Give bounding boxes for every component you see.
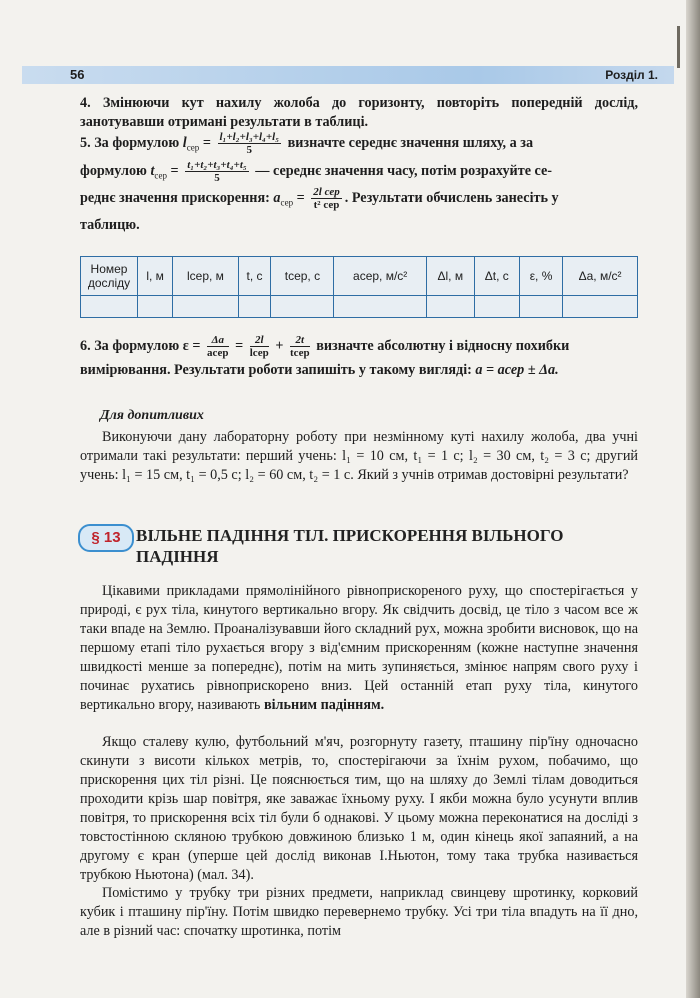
- a-average-formula: $\frac{\text{2l сер}}{\text{t² сер}}$: [313, 186, 340, 212]
- col-header: t, с: [238, 257, 271, 296]
- section-title: ВІЛЬНЕ ПАДІННЯ ТІЛ. ПРИСКОРЕННЯ ВІЛЬНОГО ПАДІННЯ: [136, 526, 564, 566]
- l-average-formula: $\frac{\text{l₁+l₂+l₃+l₄+l₅}}{5}$: [219, 131, 280, 156]
- col-header: Номер досліду: [81, 257, 138, 296]
- page-number: 56: [70, 67, 85, 82]
- section-label: Розділ 1.: [605, 68, 658, 82]
- col-header: Δa, м/с²: [563, 257, 638, 296]
- term-free-fall: вільним падінням.: [263, 697, 385, 713]
- binding-mark: [677, 26, 680, 68]
- section-badge: § 13: [78, 524, 134, 552]
- paragraph-3: Помістимо у трубку три різних предмети, наприклад свинцеву шротинку, корковий кубик і пташину пір'їну. Потім швидко перевернемо трубку. Усі три тіла впадуть на її дно, але в різний час: спочатку шротинка, потім: [80, 885, 638, 939]
- step-4: 4. Змінюючи кут нахилу жолоба до горизонту, повторіть попередній дослід, занотувавши отримані результати в таблиці.: [80, 95, 638, 130]
- col-header: Δl, м: [426, 257, 474, 296]
- col-header: ε, %: [519, 257, 562, 296]
- col-header: lсер, м: [173, 257, 238, 296]
- t-average-formula: $\frac{\text{t₁+t₂+t₃+t₄+t₅}}{5}$: [187, 158, 247, 184]
- results-table: [80, 256, 638, 318]
- table-row: [81, 296, 638, 318]
- curious-text: Виконуючи дану лабораторну роботу при незмінному куті нахилу жолоба, два учні отримали такі результати: перший учень: l₁ = 10 см, t₁ = 1 с; l₂ = 30 см, t₂ = 3 с; другий учень: l₁ = 15 см, t₁ = 0,5 с; l₂ = 60 см, t₂ = 1 с. Який з учнів отримав достовірні результати?: [80, 429, 638, 483]
- curious-title: Для допитливих: [100, 408, 204, 423]
- col-header: l, м: [138, 257, 173, 296]
- paragraph-2: Якщо сталеву кулю, футбольний м'яч, розгорнуту газету, пташину пір'їну одночасно скинути з висоти кількох метрів, то, спостерігаючи за їхнім рухом, побачимо, що прискорення цих тіл різні. Це пояснюється тим, що на шляху до Землі тілам доводиться проходити крізь шар повітря, яке заважає їхньому руху. І якби можна було усунути вплив повітря, то прискорення всіх тіл були б однакові. У цьому можна переконатися на досліді з товстостінною скляною трубкою довжиною близько 1 м, один кінець якої запаяний, а на другому є кран (уперше цей дослід виконав І.Ньютон, тому така трубка називається трубкою Ньютона) (мал. 34).: [80, 734, 638, 883]
- table-header-row: [81, 257, 638, 296]
- paragraph-1: Цікавими прикладами прямолінійного рівноприскореного руху, що спостерігається у природі, є рух тіла, кинутого вертикально вгору. Як свідчить досвід, це тіло з часом все ж таки впаде на Землю. Проаналізувавши його складний рух, можна зробити висновок, що на першому етапі тіло рухається вгору з від'ємним прискоренням (кожне наступне значення швидкості менше за попереднє), потім на мить зупиняється, змінює напрям свого руху і починає рухатись рівноприскорено вниз. Цей останній етап руху тіла, кинутого вертикально вгору, називають вільним падінням.: [80, 583, 638, 713]
- col-header: aсер, м/с²: [334, 257, 426, 296]
- step-5: 5. За формулою $l_{сер}$ = $\frac{\text{l₁+l₂+l₃+l₄+l₅}}{5}$ визначте середнє значення шляху, а за формулою $t_{сер}$ = $\frac{\text{t₁+t₂+t₃+t₄+t₅}}{5}$ — середнє значення часу, потім розрахуйте се- реднє значення прискорення: $a_{сер}$ = $\frac{\text{2l сер}}{\text{t² сер}}$ . Результати обчислень занесіть у таблицю.: [80, 131, 559, 233]
- col-header: Δt, с: [474, 257, 519, 296]
- col-header: tсер, с: [271, 257, 334, 296]
- header-bar: [22, 66, 674, 84]
- step-6: 6. За формулою ε = $\frac{\Delta a}{\text{aсер}}$ = $\frac{2l}{\text{lсер}}$ + $\frac{2t}{\text{tсер}}$ визначте абсолютну і відносну похибки вимірювання. Результати роботи запишіть у такому вигляді: a = aсер ± Δa.: [80, 334, 570, 378]
- page-edge-shadow: [686, 0, 700, 998]
